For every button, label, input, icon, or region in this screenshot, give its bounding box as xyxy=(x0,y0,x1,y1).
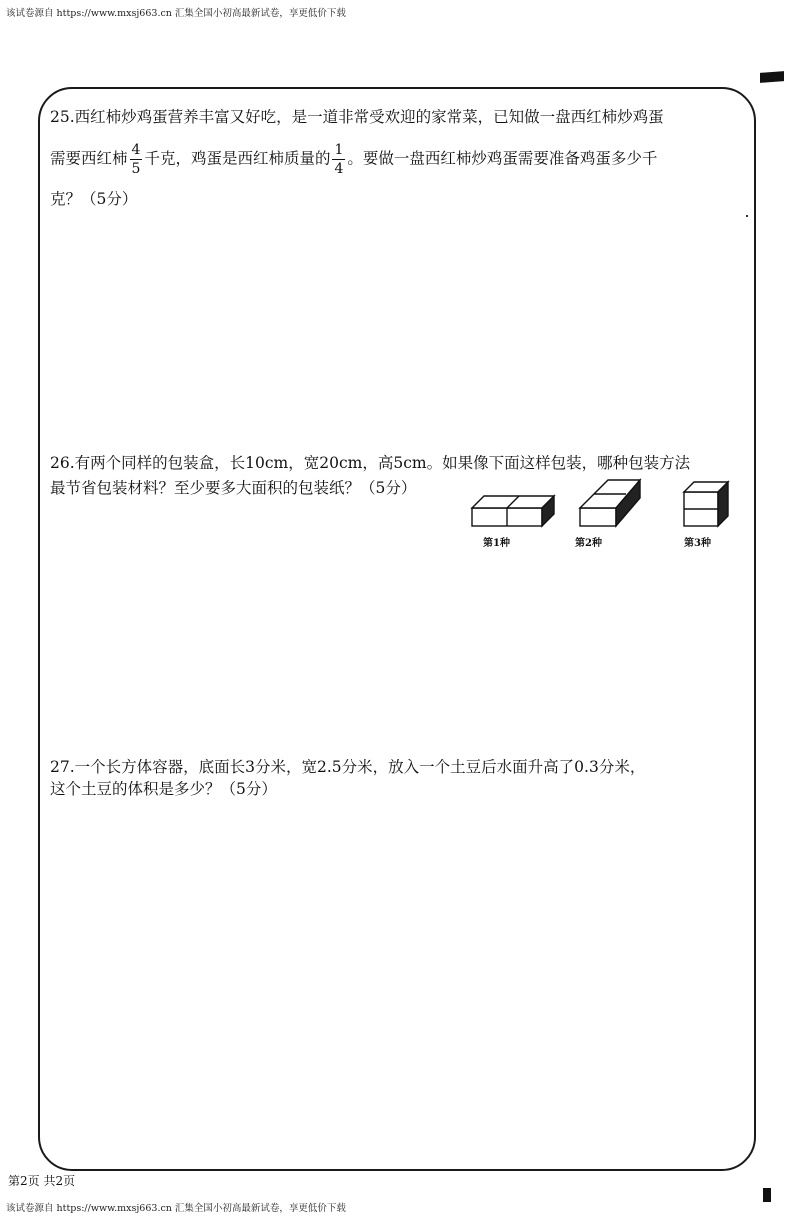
answer-frame xyxy=(38,87,756,1171)
figure-3-label: 第3种 xyxy=(684,538,711,549)
source-header: 该试卷源自 https://www.mxsj663.cn 汇集全国小初高最新试卷，享更低价下载 xyxy=(6,8,346,19)
q26-line2: 最节省包装材料？至少要多大面积的包装纸？（5分） xyxy=(50,479,417,497)
figure-2-label: 第2种 xyxy=(575,538,602,549)
fraction-one-quarter: $\frac{1}{4}$ xyxy=(334,142,344,177)
q26-line1: 26.有两个同样的包装盒，长10cm，宽20cm，高5cm。如果像下面这样包装，哪种包装方法 xyxy=(50,454,691,472)
fraction-four-fifths: $\frac{4}{5}$ xyxy=(131,142,141,177)
q25-line3: 克？（5分） xyxy=(50,190,138,208)
q25-line2-part-a: 需要西红柿 xyxy=(50,149,128,168)
q25-line2 xyxy=(50,143,657,176)
packing-figure-3 xyxy=(678,476,734,530)
packing-figure-2 xyxy=(574,476,646,530)
q27-line1: 27.一个长方体容器，底面长3分米，宽2.5分米，放入一个土豆后水面升高了0.3分米， xyxy=(50,758,646,776)
page-number: 第2页 共2页 xyxy=(8,1174,76,1188)
scan-edge-mark-bottom xyxy=(763,1188,771,1202)
figure-1-label: 第1种 xyxy=(483,538,510,549)
q25-line1: 25.西红柿炒鸡蛋营养丰富又好吃，是一道非常受欢迎的家常菜，已知做一盘西红柿炒鸡蛋 xyxy=(50,108,664,126)
scan-edge-mark xyxy=(760,71,784,83)
q25-line2-part-c: 。要做一盘西红柿炒鸡蛋需要准备鸡蛋多少千 xyxy=(347,149,658,168)
source-footer: 该试卷源自 https://www.mxsj663.cn 汇集全国小初高最新试卷，享更低价下载 xyxy=(6,1203,346,1214)
q25-line2-part-b: 千克，鸡蛋是西红柿质量的 xyxy=(144,149,331,168)
q27-line2: 这个土豆的体积是多少？（5分） xyxy=(50,780,277,798)
packing-figure-1 xyxy=(466,490,556,530)
